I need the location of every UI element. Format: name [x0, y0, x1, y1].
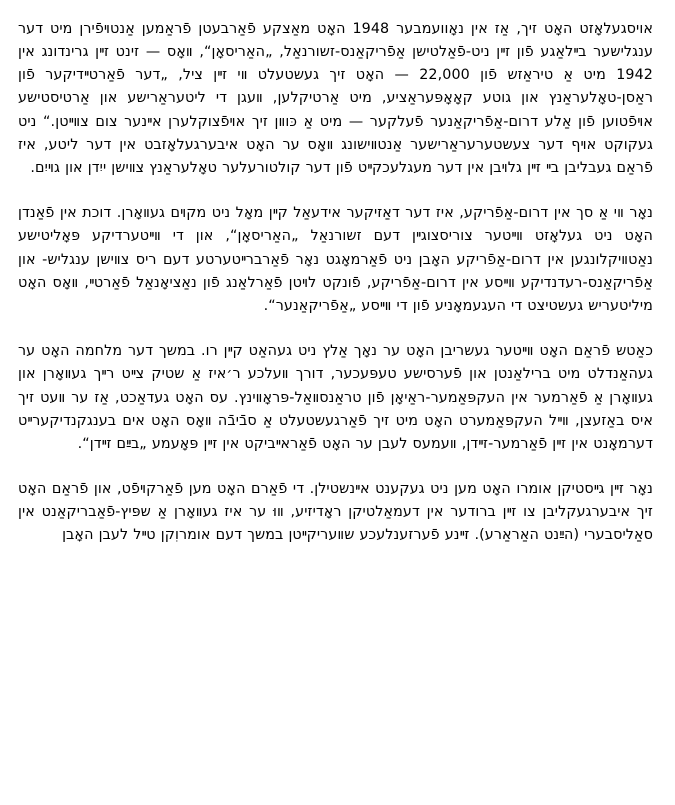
paragraph-1: אויסגעלאָזט האָט זיך, אַז אין נאָוועמבער 1948 האָט מאַצקע פֿאַרבעטן פֿראַמען אַנטױפֿירן מיט דער ענגלישער בײלאַגע פֿון זײן ניט-פֿאַלטישן אַפֿריקאַנס-זשורנאַל, „האַריסאָן“, װאָס — זינט זײן גרינדונג אין 1942 מיט אַ טיראַזש פֿון 22,000 — האָט זיך געשטעלט װי זײן ציל, „דער פֿאַרטײדיקער פֿון ראַסן-טאָלעראַנץ און גוטע קאָאָפּעראַציע, מיט אַרטיקלען, װעגן די ליטעראַרישע און אַרטיסטישע אױפֿטוען פֿון אַלע דרום-אַפֿריקאַנער פֿעלקער — מיט אַ כּוװן זיך אױפֿצוקלערן אײנער צום צװײטן.“ ניט געקוקט אױף דער צעשטערעראַרישער אַנטװישונג װאָס ער האָט איבערגעלאָזבט אין דער ליטע, איז פֿראַם געבליבן בײ זײן גלױבן אין דער מעגלעכקײט פֿון דער קולטורעלער טאָלעראַנץ צװישן ייִדן און גױיִם. — [18, 21, 654, 176]
paragraph-2: נאָר װי אַ סך אין דרום-אַפֿריקע, איז דער דאַזיקער אידעאַל קײן מאָל ניט מקױם געװאָרן. דוכת אין פֿאַנדן האָט ניט געלאָזט װײטער צוריסצוגײן דעם זשורנאַל „האַריסאָן“, און די װײטערדיקע פּאָליטישע נאַטװיקלונגען אין דרום-אַפֿריקע האָבן ניט פֿאַרמאָגט נאָר פֿאַרברײטערטע דעם ריס צװישן ענגליש- און אַפֿריקאַנס-רעדנדיקע װײסע אין דרום-אַפֿריקע, פֿונקט לױטן פֿאַרלאַנג פֿון נאַציאָנאַל פֿאַרטײ, װאָס האָט מיליטעריש געשטיצט די העגעמאָניע פֿון די װײסע „אַפֿריקאַנער“. — [18, 205, 653, 314]
paragraph-4: נאָר זײן גײסטיקן אומרו האָט מען ניט געקענט אײנשטילן. די פֿאַרם האָט מען פֿאַרקױפֿט, און פֿראַם האָט זיך איבערגעקליבן צו זײן ברודער אין דעמאַלטיקן ראָדיזיע, װוּ ער איז געװאָרן אַ שפּיץ-פֿאַבריקאַנט אין סאַליסבערי (הײַנט האַראַרע). זײנע פֿערזענלעכע שװעריקײטן במשך דעם אומרוִקן טײל לעבן האָבן — [18, 481, 653, 544]
paragraph-3: כאַטש פֿראַם האָט װײטער געשריבן האָט ער נאָך אַלץ ניט געהאַט קײן רו. במשך דער מלחמה האָט ער געהאַנדלט מיט ברילאַנטן און פֿערסישע טעפּעכער, דורך װעלכע ר׳איז אַ שטיק צײט רײך געװאָרן און געװאָרן אַ פֿאַרמער אין העקפּאַמער-ראַיאָן פֿון טראַנסװאַל-פּראָװינץ. עס האָט געדאַכט, אַז ער װעט זיך איס באַזעצן, װײל העקפּאַמערט האָט מיט זיך פֿאַרגעשטעלט אַ סבֿיבֿה װאָס האָט אים בענגקנדיקערײט דערמאָנט אין זײן פֿאַרמער-זײדן, װעמעס לעבן ער האָט פֿאַראײביקט אין זײן פּאָעמע „בײַם זײדן“. — [18, 343, 653, 452]
